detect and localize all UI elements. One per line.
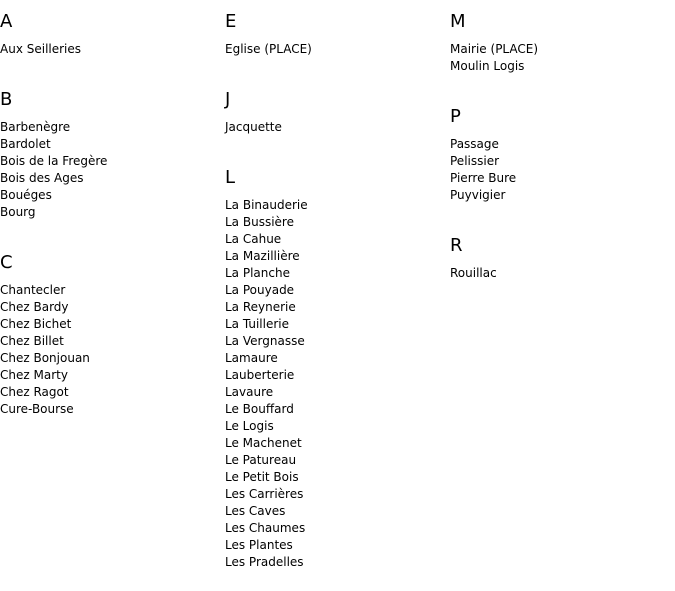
street-link[interactable]: Le Petit Bois xyxy=(225,470,299,484)
street-link[interactable]: Chez Billet xyxy=(0,334,64,348)
street-link[interactable]: Moulin Logis xyxy=(450,59,525,73)
street-link[interactable]: Passage xyxy=(450,137,499,151)
letter-group xyxy=(225,89,445,156)
street-link[interactable]: Chez Marty xyxy=(0,368,68,382)
letter-heading: B xyxy=(0,89,13,110)
street-list xyxy=(225,41,445,78)
street-link[interactable]: Le Bouffard xyxy=(225,402,294,416)
street-link[interactable]: La Mazillière xyxy=(225,249,300,263)
street-link[interactable]: Lauberterie xyxy=(225,368,295,382)
street-link[interactable]: Jacquette xyxy=(225,120,282,134)
letter-heading: J xyxy=(225,89,231,110)
street-link[interactable]: Bouéges xyxy=(0,188,52,202)
street-link[interactable]: La Cahue xyxy=(225,232,282,246)
street-link[interactable]: Cure-Bourse xyxy=(0,402,74,416)
letter-heading: P xyxy=(450,106,461,127)
street-link[interactable]: Aux Seilleries xyxy=(0,42,82,56)
street-link[interactable]: Bois des Ages xyxy=(0,171,84,185)
street-list xyxy=(450,136,670,224)
street-link[interactable]: Les Pradelles xyxy=(225,555,304,569)
letter-heading: A xyxy=(0,11,13,32)
street-link[interactable]: La Tuillerie xyxy=(225,317,290,331)
letter-group xyxy=(0,11,220,78)
street-link[interactable]: Chantecler xyxy=(0,283,66,297)
letter-group xyxy=(0,252,220,438)
street-link[interactable]: Bardolet xyxy=(0,137,51,151)
street-list xyxy=(0,41,220,78)
street-link[interactable]: Le Logis xyxy=(225,419,274,433)
street-link[interactable]: Les Chaumes xyxy=(225,521,306,535)
street-link[interactable]: Bourg xyxy=(0,205,36,219)
street-link[interactable]: Les Plantes xyxy=(225,538,293,552)
street-link[interactable]: La Reynerie xyxy=(225,300,296,314)
letter-group xyxy=(225,167,445,591)
street-link[interactable]: Pierre Bure xyxy=(450,171,517,185)
letter-group xyxy=(450,11,670,95)
street-link[interactable]: Barbenègre xyxy=(0,120,71,134)
street-list xyxy=(225,197,445,591)
street-link[interactable]: Chez Bonjouan xyxy=(0,351,90,365)
street-list xyxy=(0,119,220,241)
street-link[interactable]: La Bussière xyxy=(225,215,294,229)
letter-heading: E xyxy=(225,11,237,32)
street-list xyxy=(225,119,445,156)
letter-heading: R xyxy=(450,235,463,256)
letter-group xyxy=(450,235,670,302)
street-link[interactable]: Chez Bichet xyxy=(0,317,72,331)
street-link[interactable]: Rouillac xyxy=(450,266,497,280)
street-link[interactable]: Le Patureau xyxy=(225,453,297,467)
street-link[interactable]: Chez Ragot xyxy=(0,385,69,399)
index-column-1 xyxy=(0,0,220,438)
letter-group xyxy=(450,106,670,224)
street-link[interactable]: Puyvigier xyxy=(450,188,506,202)
street-list xyxy=(450,41,670,95)
street-link[interactable]: La Vergnasse xyxy=(225,334,305,348)
letter-heading: L xyxy=(225,167,236,188)
index-column-3 xyxy=(450,0,670,302)
street-link[interactable]: Lamaure xyxy=(225,351,278,365)
street-link[interactable]: Les Carrières xyxy=(225,487,304,501)
letter-group xyxy=(225,11,445,78)
street-list xyxy=(0,282,220,438)
street-list xyxy=(450,265,670,302)
street-link[interactable]: Eglise (PLACE) xyxy=(225,42,312,56)
letter-heading: M xyxy=(450,11,466,32)
street-link[interactable]: Bois de la Fregère xyxy=(0,154,108,168)
street-link[interactable]: Chez Bardy xyxy=(0,300,69,314)
index-column-2 xyxy=(225,0,445,591)
street-link[interactable]: Pelissier xyxy=(450,154,500,168)
letter-group xyxy=(0,89,220,241)
letter-heading: C xyxy=(0,252,13,273)
street-link[interactable]: La Pouyade xyxy=(225,283,295,297)
street-link[interactable]: Lavaure xyxy=(225,385,274,399)
street-link[interactable]: Mairie (PLACE) xyxy=(450,42,539,56)
street-link[interactable]: La Planche xyxy=(225,266,290,280)
street-link[interactable]: Le Machenet xyxy=(225,436,302,450)
street-link[interactable]: Les Caves xyxy=(225,504,286,518)
street-link[interactable]: La Binauderie xyxy=(225,198,308,212)
